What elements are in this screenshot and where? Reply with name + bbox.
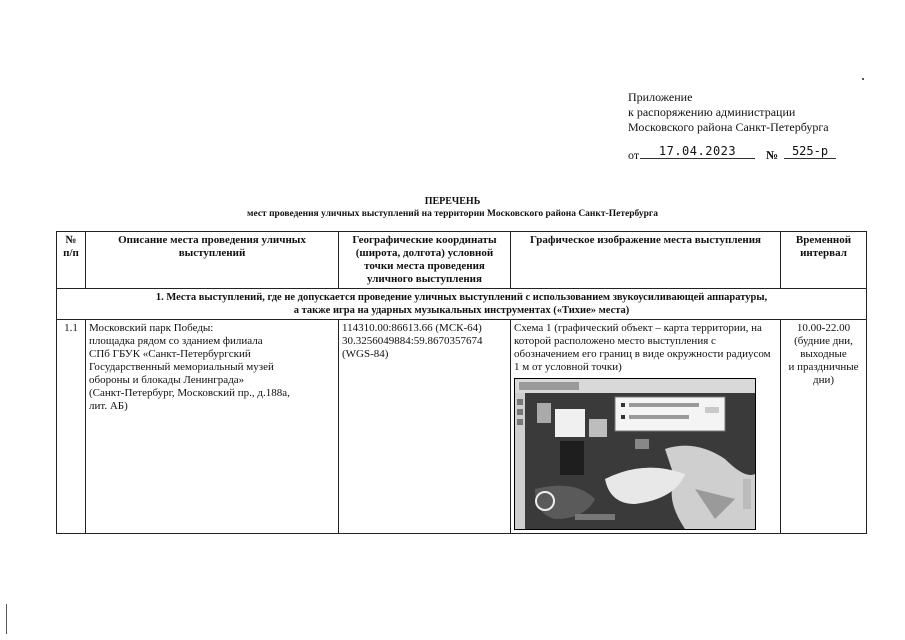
row-image	[511, 320, 781, 534]
number-sign: №	[766, 148, 779, 162]
header-time: Временной интервал	[781, 232, 867, 289]
ot-label: от	[628, 148, 640, 162]
satellite-map-graphic	[515, 379, 755, 529]
description-line: лит. АБ)	[89, 400, 128, 412]
description-line: обороны и блокады Ленинграда»	[89, 374, 245, 386]
document-subtitle: мест проведения уличных выступлений на территории Московского района Санкт-Петербурга	[247, 209, 658, 219]
section-row	[57, 289, 867, 320]
description-line: (Санкт-Петербург, Московский пр., д.188а,	[89, 387, 290, 399]
description-line: Государственный мемориальный музей	[89, 361, 274, 373]
header-image: Графическое изображение места выступления	[511, 232, 781, 289]
section-heading	[57, 289, 867, 320]
description-line: площадка рядом со зданием филиала	[89, 335, 263, 347]
coordinate-line: 114310.00:86613.66 (МСК-64)	[342, 322, 482, 334]
header-coordinates: Географические координаты (широта, долгота) условной точки места проведения уличного выступления	[339, 232, 511, 289]
row-description	[86, 320, 339, 534]
venues-table	[56, 231, 867, 534]
time-line: 10.00-22.00	[796, 322, 851, 334]
map-image	[514, 378, 756, 530]
appendix-header	[628, 90, 829, 135]
order-number: 525-р	[784, 144, 836, 159]
header-description: Описание места проведения уличных выступлений	[86, 232, 339, 289]
coordinate-line: (WGS-84)	[342, 348, 389, 360]
order-date-number	[628, 143, 838, 163]
order-date: 17.04.2023	[640, 144, 755, 159]
row-time	[781, 320, 867, 534]
time-line: выходные	[800, 348, 847, 360]
section-line: а также игра на ударных музыкальных инструментах («Тихие» места)	[293, 305, 630, 316]
time-line: дни)	[812, 374, 835, 386]
scan-artifact	[6, 604, 7, 634]
time-line: (будние дни,	[794, 335, 853, 347]
header-num: № п/п	[57, 232, 86, 289]
scan-artifact	[862, 78, 864, 80]
appendix-line: к распоряжению администрации	[628, 105, 796, 119]
description-line: Московский парк Победы:	[89, 322, 214, 334]
appendix-line: Московского района Санкт-Петербурга	[628, 120, 829, 134]
description-line: СПб ГБУК «Санкт-Петербургский	[89, 348, 251, 360]
row-coordinates	[339, 320, 511, 534]
document-title: ПЕРЕЧЕНЬ	[424, 196, 481, 207]
appendix-line: Приложение	[628, 90, 693, 104]
row-number: 1.1	[57, 320, 86, 534]
time-line: и праздничные	[788, 361, 859, 373]
section-line: 1. Места выступлений, где не допускается проведение уличных выступлений с использованием звукоусиливающей аппаратуры,	[155, 292, 768, 303]
coordinate-line: 30.3256049884:59.8670357674	[342, 335, 483, 347]
table-row	[57, 320, 867, 534]
table-header-row	[57, 232, 867, 289]
image-caption: Схема 1 (графический объект – карта территории, на которой расположено место выступления с обозначением его границ в виде окружности радиусом 1 м от условной точки)	[514, 322, 771, 373]
